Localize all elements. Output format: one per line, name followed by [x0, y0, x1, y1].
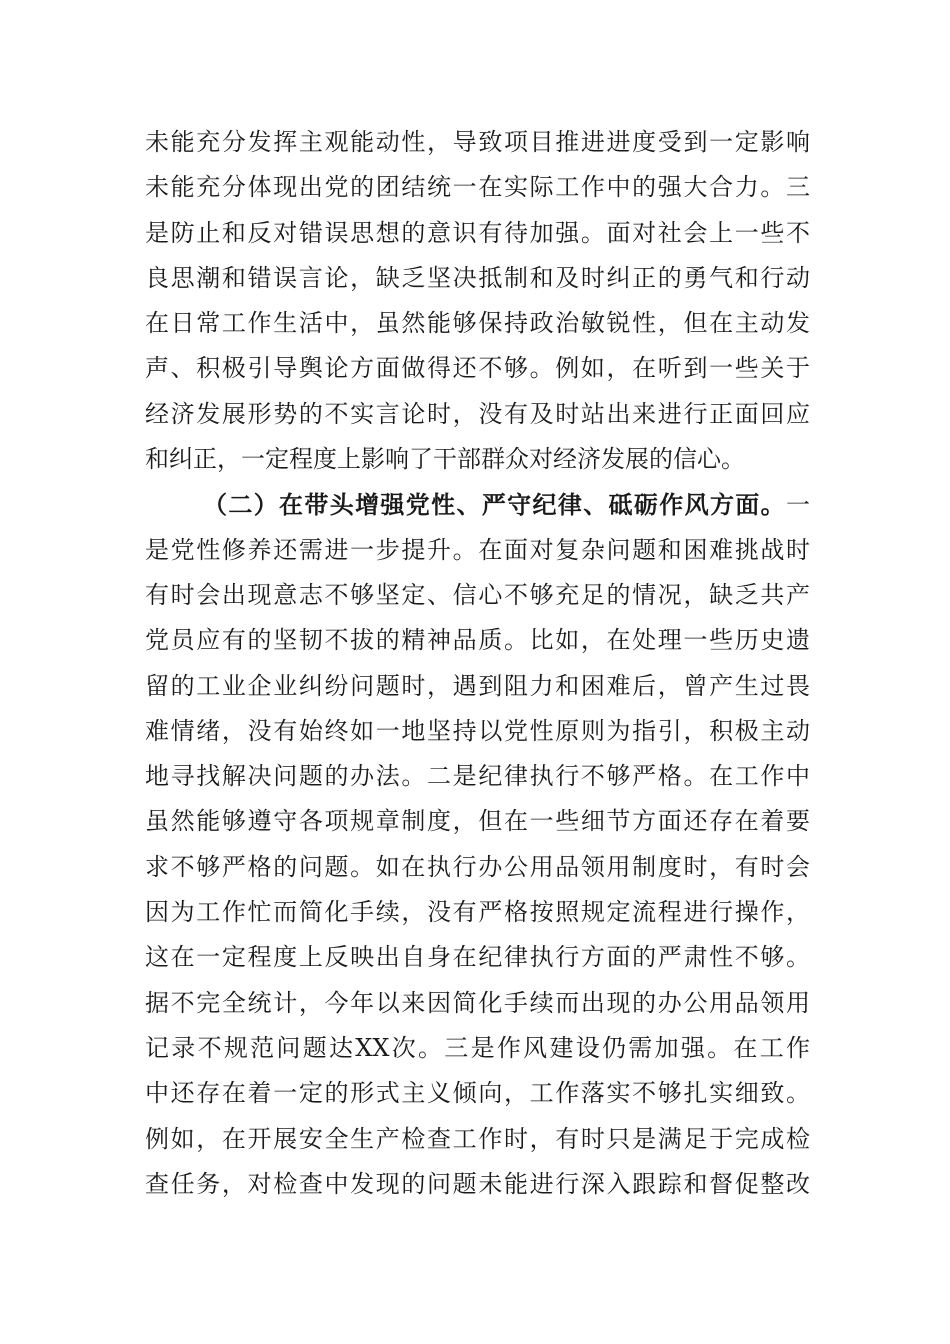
text-line: 是党性修养还需进一步提升。在面对复杂问题和困难挑战时: [145, 535, 810, 564]
text-line: 在日常工作生活中，虽然能够保持政治敏锐性，但在主动发: [145, 309, 810, 338]
section-heading: （二）在带头增强党性、严守纪律、砥砺作风方面。: [203, 490, 786, 520]
text-line: 例如，在开展安全生产检查工作时，有时只是满足于完成检: [145, 1124, 810, 1153]
document-body: [145, 120, 810, 1207]
text-line: 据不完全统计，今年以来因简化手续而出现的办公用品领用: [145, 988, 810, 1017]
text-line: 求不够严格的问题。如在执行办公用品领用制度时，有时会: [145, 852, 810, 881]
text-line: 记录不规范问题达XX次。三是作风建设仍需加强。在工作: [145, 1033, 810, 1062]
text-line: 是防止和反对错误思想的意识有待加强。面对社会上一些不: [145, 218, 810, 247]
text-line: 留的工业企业纠纷问题时，遇到阻力和困难后，曾产生过畏: [145, 671, 810, 700]
section-heading-line: [145, 482, 810, 527]
text-line: 因为工作忙而简化手续，没有严格按照规定流程进行操作，: [145, 898, 810, 927]
text-line: 经济发展形势的不实言论时，没有及时站出来进行正面回应: [145, 399, 810, 428]
text-line: 党员应有的坚韧不拔的精神品质。比如，在处理一些历史遗: [145, 626, 810, 655]
text-line: 这在一定程度上反映出自身在纪律执行方面的严肃性不够。: [145, 943, 810, 972]
text-line: 中还存在着一定的形式主义倾向，工作落实不够扎实细致。: [145, 1079, 810, 1108]
text-line: 有时会出现意志不够坚定、信心不够充足的情况，缺乏共产: [145, 580, 810, 609]
text-line: 良思潮和错误言论，缺乏坚决抵制和及时纠正的勇气和行动: [145, 263, 810, 292]
text-line: 未能充分发挥主观能动性，导致项目推进进度受到一定影响: [145, 128, 810, 156]
text-line: 未能充分体现出党的团结统一在实际工作中的强大合力。三: [145, 173, 810, 202]
text-line: 虽然能够遵守各项规章制度，但在一些细节方面还存在着要: [145, 807, 810, 836]
text-line: 声、积极引导舆论方面做得还不够。例如，在听到一些关于: [145, 354, 810, 383]
text-line: 地寻找解决问题的办法。二是纪律执行不够严格。在工作中: [145, 762, 810, 791]
text-line: 难情绪，没有始终如一地坚持以党性原则为指引，积极主动: [145, 716, 810, 745]
section-heading-tail: 一: [786, 491, 810, 520]
paragraph-end-line: 和纠正，一定程度上影响了干部群众对经济发展的信心。: [145, 445, 745, 474]
text-line: 查任务，对检查中发现的问题未能进行深入跟踪和督促整改: [145, 1169, 810, 1198]
